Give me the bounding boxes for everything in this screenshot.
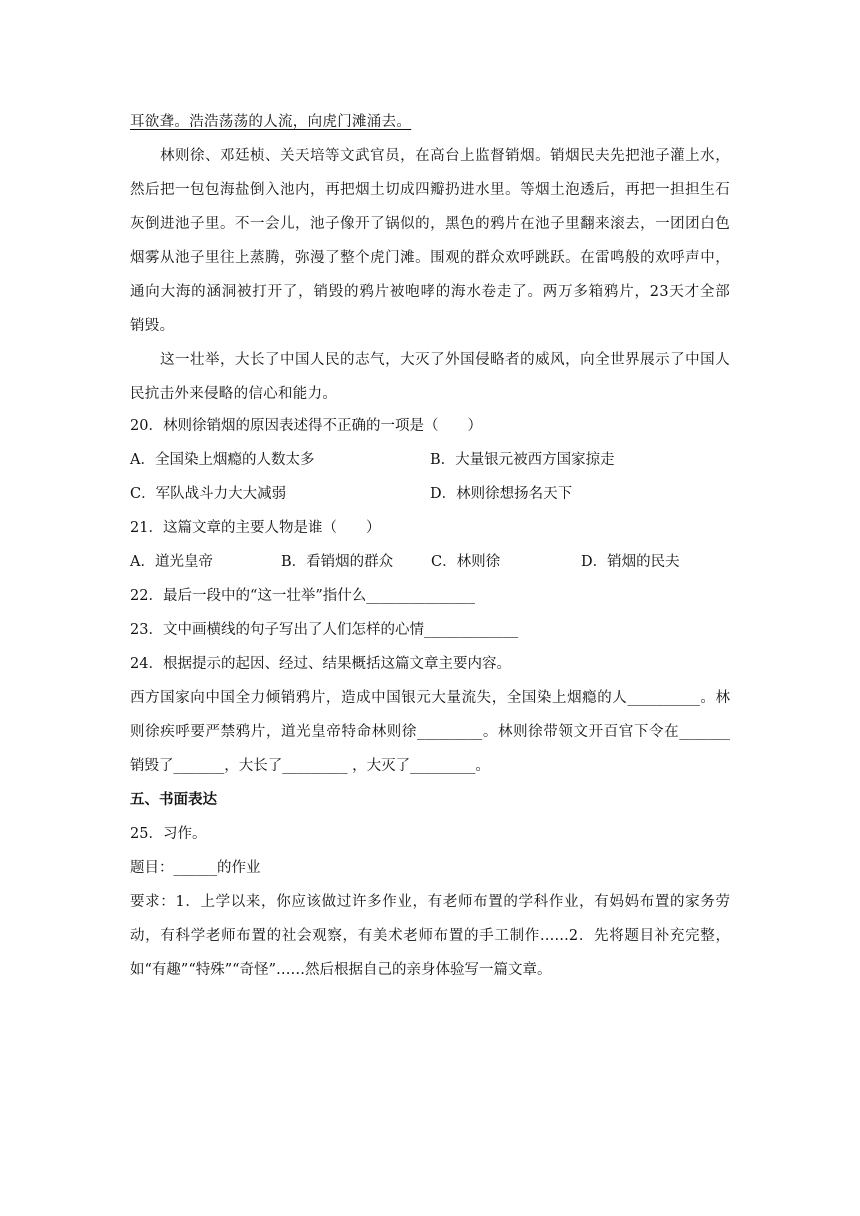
- section-heading: 五、书面表达: [130, 791, 217, 808]
- underlined-sentence: 耳欲聋。浩浩荡荡的人流，向虎门滩涌去。: [130, 114, 412, 130]
- paragraph-line: 这一壮举，大长了中国人民的志气，大灭了外国侵略者的威风，向全世界展示了中国人: [160, 352, 730, 368]
- question-24-stem: 24．根据提示的起因、经过、结果概括这篇文章主要内容。: [130, 656, 511, 672]
- q20-option-d[interactable]: D．林则徐想扬名天下: [430, 486, 573, 502]
- q21-option-c[interactable]: C．林则徐: [431, 554, 501, 570]
- paragraph-line: 然后把一包包海盐倒入池内，再把烟土切成四瓣扔进水里。等烟土泡透后，再把一担担生石: [130, 182, 730, 198]
- essay-requirement-line: 动，有科学老师布置的社会观察，有美术老师布置的手工制作……2．先将题目补充完整，: [130, 928, 730, 944]
- essay-requirement-line: 如“有趣”“特殊”“奇怪”……然后根据自己的亲身体验写一篇文章。: [130, 962, 552, 978]
- q20-option-c[interactable]: C．军队战斗力大大减弱: [130, 486, 287, 502]
- essay-requirement-line: 要求：1．上学以来，你应该做过许多作业，有老师布置的学科作业，有妈妈布置的家务劳: [130, 894, 730, 910]
- q20-option-b[interactable]: B．大量银元被西方国家掠走: [430, 452, 615, 468]
- q21-option-a[interactable]: A．道光皇帝: [130, 554, 213, 570]
- question-21-stem: 21．这篇文章的主要人物是谁（ ）: [130, 520, 381, 536]
- paragraph-line: 林则徐、邓廷桢、关天培等文武官员，在高台上监督销烟。销烟民夫先把池子灌上水，: [160, 148, 730, 164]
- question-22: 22．最后一段中的“这一壮举”指什么_______________: [130, 588, 476, 604]
- paragraph-line: 销毁。: [130, 318, 175, 334]
- fill-blank-line: 西方国家向中国全力倾销鸦片，造成中国银元大量流失，全国染上烟瘾的人__________。林: [130, 690, 730, 706]
- q20-option-a[interactable]: A．全国染上烟瘾的人数太多: [130, 452, 315, 468]
- q21-option-d[interactable]: D．销烟的民夫: [581, 554, 680, 570]
- paragraph-line: 民抗击外来侵略的信心和能力。: [130, 386, 338, 402]
- paragraph-line: 灰倒进池子里。不一会儿，池子像开了锅似的，黑色的鸦片在池子里翻来滚去，一团团白色: [130, 216, 730, 232]
- question-23: 23．文中画横线的句子写出了人们怎样的心情_____________: [130, 622, 519, 638]
- paragraph-line: 通向大海的涵洞被打开了，销毁的鸦片被咆哮的海水卷走了。两万多箱鸦片，23天才全部: [130, 284, 730, 300]
- essay-title: 题目：______的作业: [130, 860, 261, 876]
- fill-blank-line: 则徐疾呼要严禁鸦片，道光皇帝特命林则徐_________。林则徐带领文开百官下令在_______: [130, 724, 730, 740]
- question-25-stem: 25．习作。: [130, 826, 207, 842]
- paragraph-line: 烟雾从池子里往上蒸腾，弥漫了整个虎门滩。围观的群众欢呼跳跃。在雷鸣般的欢呼声中，: [130, 250, 730, 266]
- fill-blank-line: 销毁了_______，大长了_________ ，大灭了_________。: [130, 758, 490, 774]
- question-20-stem: 20．林则徐销烟的原因表述得不正确的一项是（ ）: [130, 418, 482, 434]
- q21-option-b[interactable]: B．看销烟的群众: [281, 554, 394, 570]
